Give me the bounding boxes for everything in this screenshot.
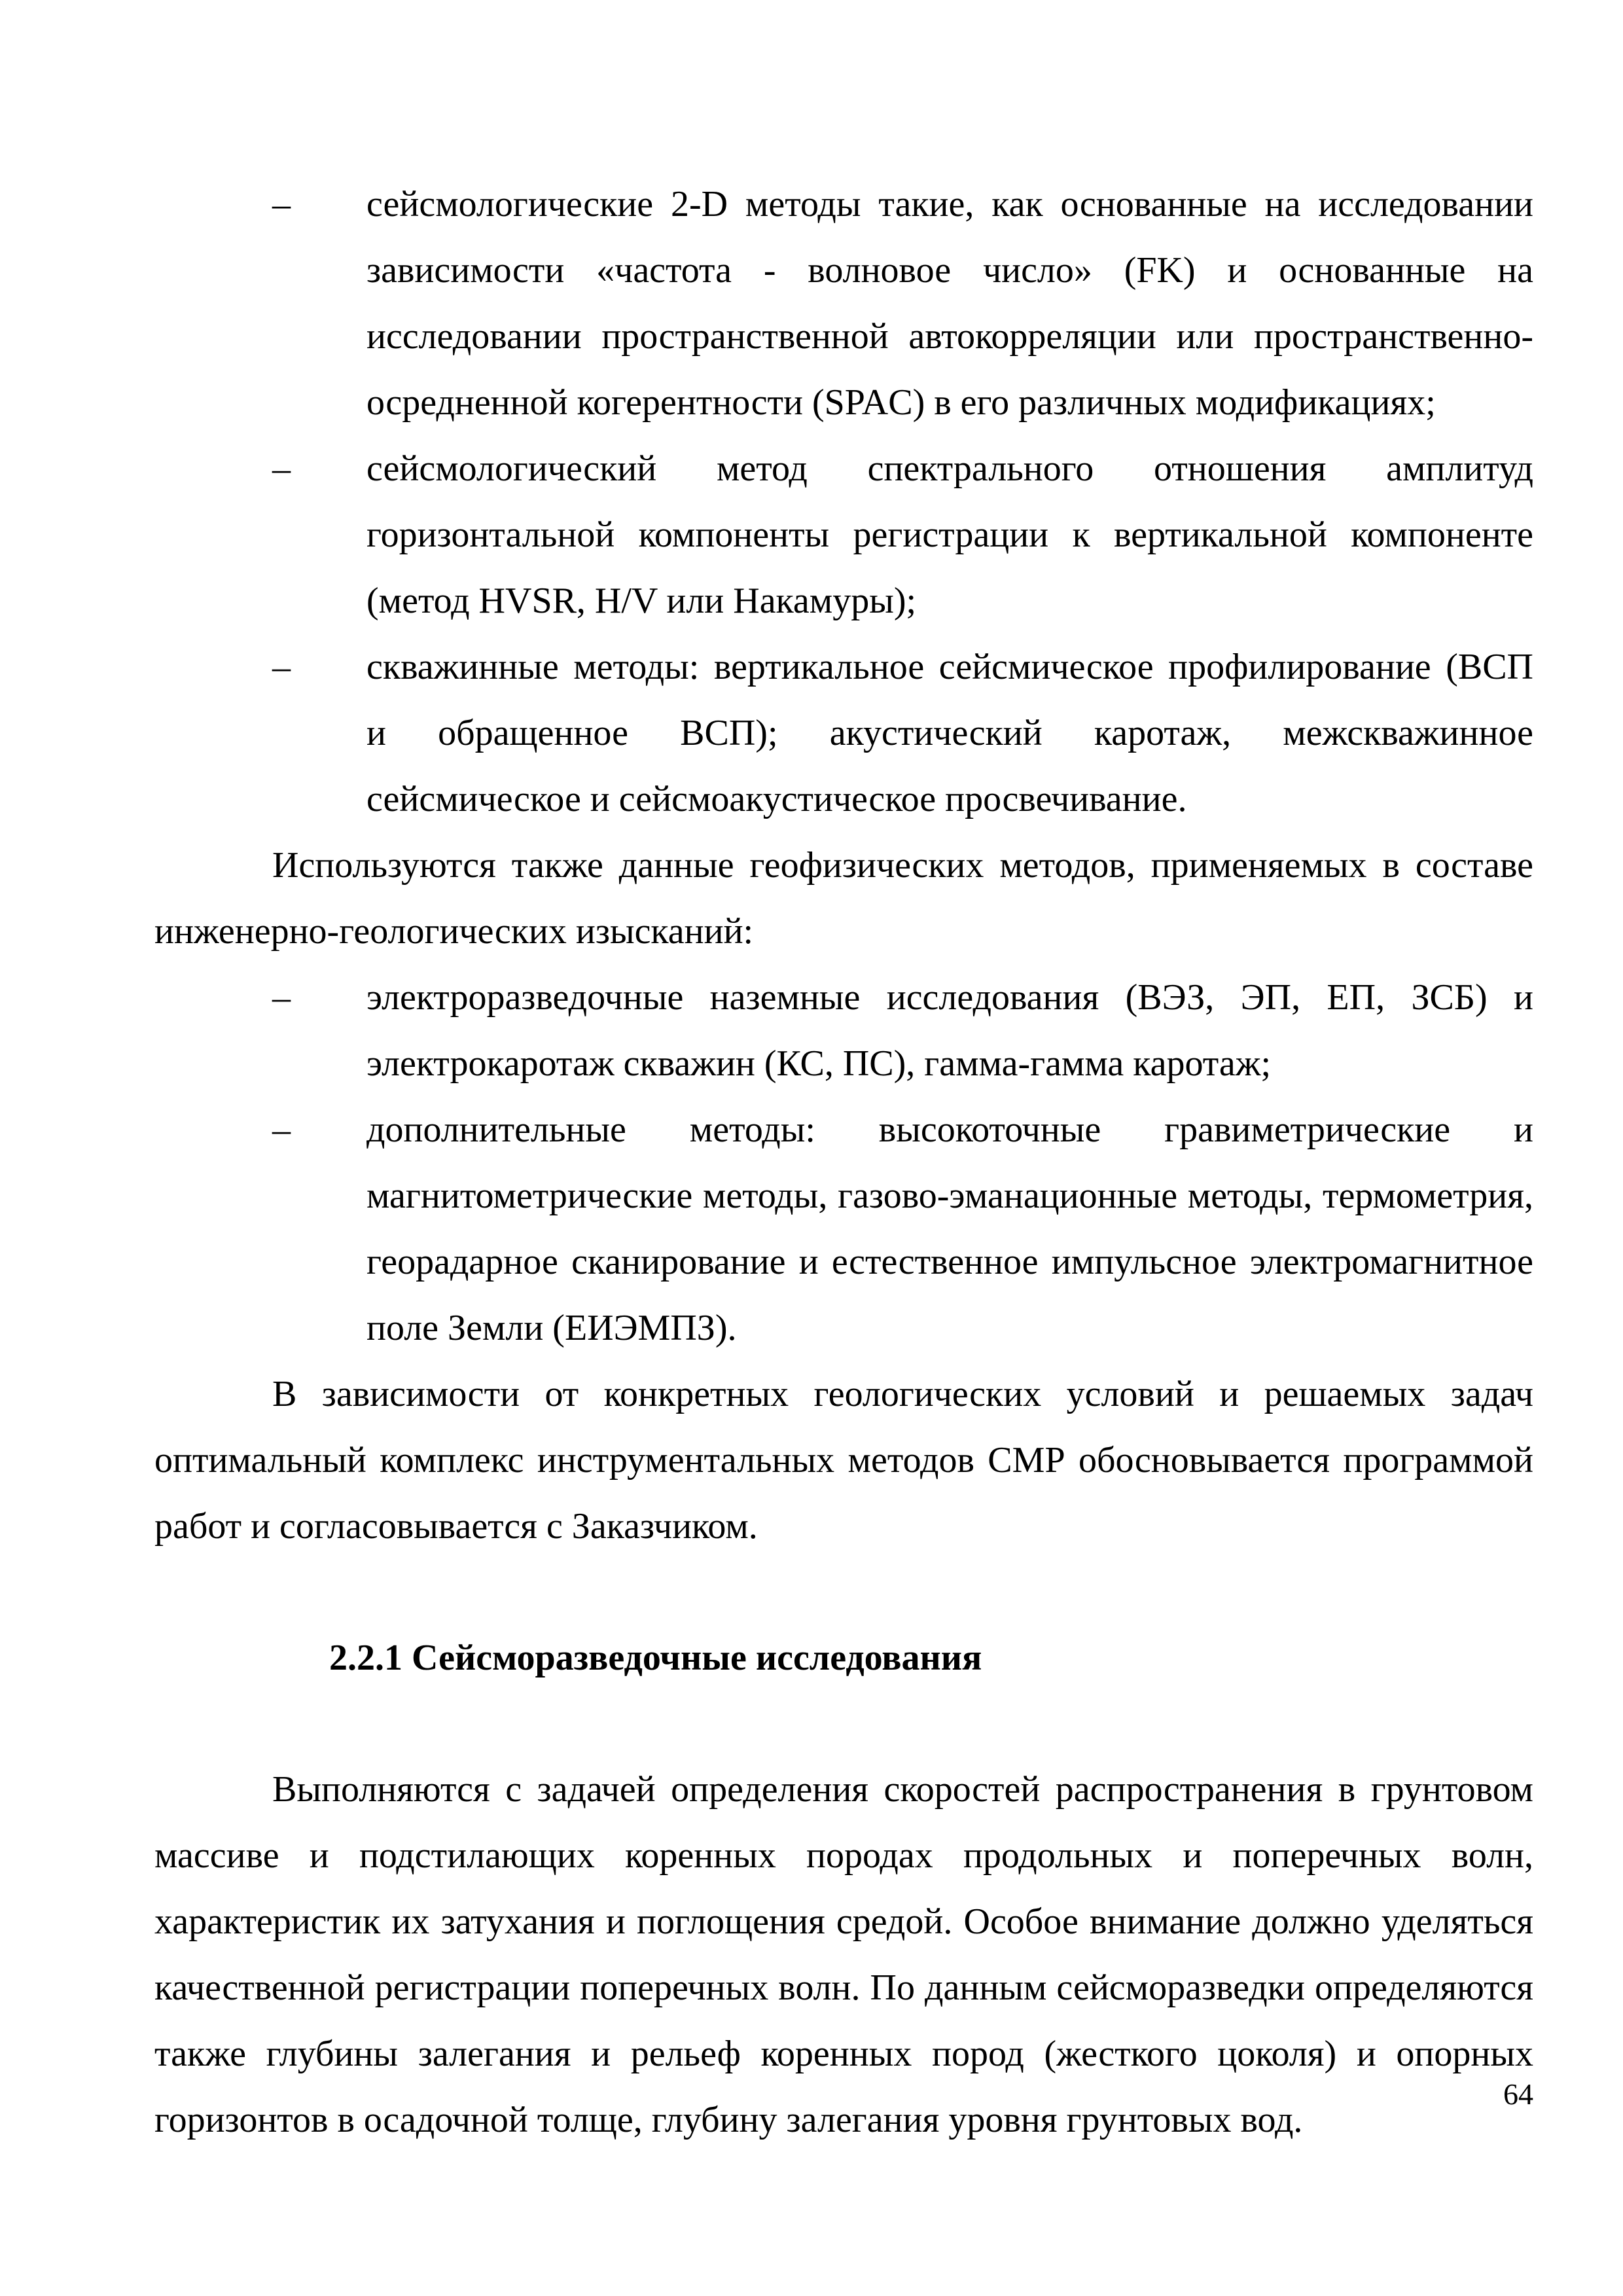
page-body [154,171,1533,2153]
paragraph-optimal-complex: В зависимости от конкретных геологических условий и решаемых задач оптимальный комплекс инструментальных методов СМР обосновывается программой работ и согласовывается с Заказчиком. [154,1374,1533,1547]
list-item-text: сейсмологический метод спектрального отношения амплитуд горизонтальной компоненты регистрации к вертикальной компоненте (метод HVSR, H/V или Накамуры); [366,448,1533,621]
methods-list-geophysical [154,965,1533,1361]
list-item [154,1097,1533,1361]
list-dash: – [272,977,291,1018]
list-dash: – [272,184,291,224]
page-number: 64 [1503,2077,1533,2111]
list-item [154,171,1533,436]
paragraph-seismic-survey: Выполняются с задачей определения скоростей распространения в грунтовом массиве и подстилающих коренных породах продольных и поперечных волн, характеристик их затухания и поглощения средой. Особое внимание должно уделяться качественной регистрации поперечных волн. По данным сейсморазведки определяются также глубины залегания и рельеф коренных пород (жесткого цоколя) и опорных горизонтов в осадочной толще, глубину залегания уровня грунтовых вод. [154,1769,1533,2140]
section-heading: 2.2.1 Сейсморазведочные исследования [329,1638,982,1678]
list-item [154,634,1533,833]
list-item-text: дополнительные методы: высокоточные гравиметрические и магнитометрические методы, газово-эманационные методы, термометрия, георадарное сканирование и естественное импульсное электромагнитное поле Земли (ЕИЭМПЗ). [366,1109,1533,1348]
list-item [154,436,1533,634]
list-item-text: электроразведочные наземные исследования (ВЭЗ, ЭП, ЕП, ЗСБ) и электрокаротаж скважин (КС, ПС), гамма-гамма каротаж; [366,977,1533,1084]
list-item-text: сейсмологические 2-D методы такие, как основанные на исследовании зависимости «частота - волновое число» (FK) и основанные на исследовании пространственной автокорреляции или пространственно-осредненной когерентности (SPAC) в его различных модификациях; [366,184,1533,423]
list-dash: – [272,1109,291,1150]
paragraph-geophysical-methods: Используются также данные геофизических методов, применяемых в составе инженерно-геологических изысканий: [154,845,1533,952]
list-item [154,965,1533,1097]
list-item-text: скважинные методы: вертикальное сейсмическое профилирование (ВСП и обращенное ВСП); акустический каротаж, межскважинное сейсмическое и сейсмоакустическое просвечивание. [366,647,1533,819]
list-dash: – [272,647,291,687]
list-dash: – [272,448,291,489]
methods-list-seismic [154,171,1533,833]
